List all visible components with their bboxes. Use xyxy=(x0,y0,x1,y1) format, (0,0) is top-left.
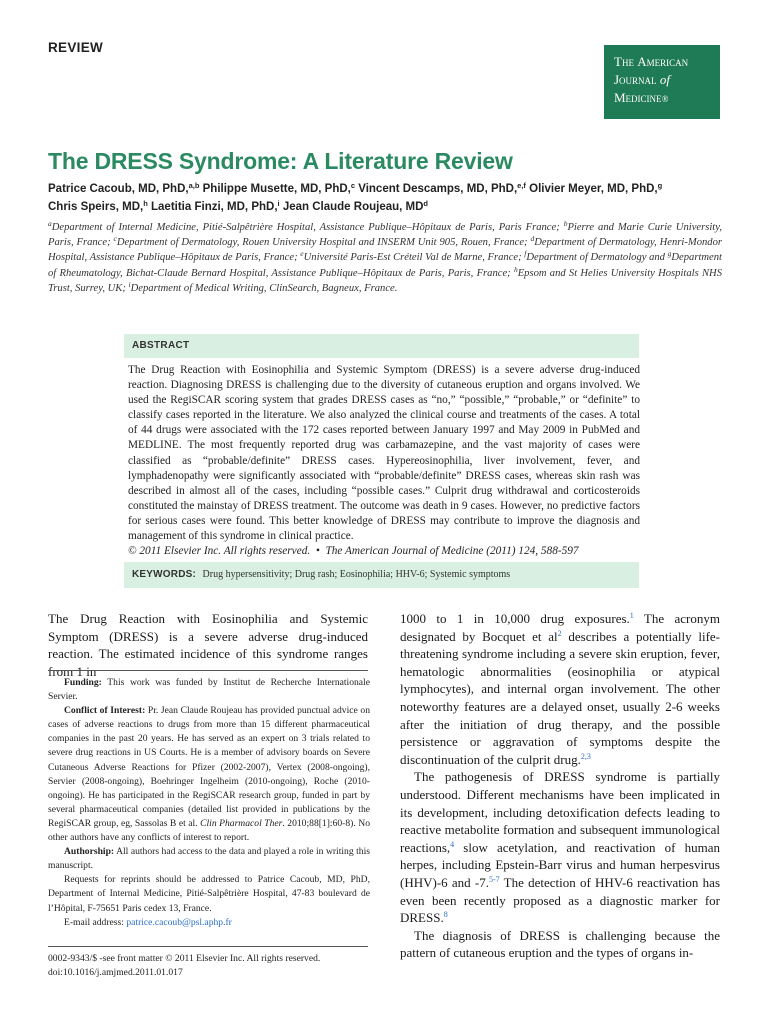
author-name: Chris Speirs, MD, xyxy=(48,200,144,213)
article-title: The DRESS Syndrome: A Literature Review xyxy=(48,148,513,174)
affil-text: Université Paris-Est Créteil Val de Marne, France; xyxy=(303,252,525,264)
footer-info xyxy=(48,952,320,980)
funding-note xyxy=(48,676,370,704)
author-name: Philippe Musette, MD, PhD, xyxy=(202,183,351,195)
doi-line: doi:10.1016/j.amjmed.2011.01.017 xyxy=(48,967,183,978)
email-note xyxy=(48,916,370,930)
abstract-heading: ABSTRACT xyxy=(124,334,639,358)
section-label: REVIEW xyxy=(48,40,104,55)
copyright-text: © 2011 Elsevier Inc. All rights reserved. xyxy=(128,545,311,558)
conflict-journal: Clin Pharmacol Ther xyxy=(200,817,283,829)
abstract-text: The Drug Reaction with Eosinophilia and Systemic Symptom (DRESS) is a severe adverse drug-induced reaction. Diagnosing DRESS is challenging due to the diversity of cutaneous eruption and organs involved. We used the RegiSCAR scoring system that grades DRESS cases as “no,” “possible,” “probable,” or “definite” to classify cases reported in the literature. We also analyzed the clinical course and treatments of the cases. A total of 44 drugs were associated with the 172 cases reported between January 1997 and May 2009 in PubMed and MEDLINE. The most frequently reported drug was carbamazepine, and the vast majority of cases were classified as “probable/definite” DRESS cases. Hypereosinophilia, liver involvement, fever, and lymphadenopathy were significantly associated with “probable/definite” DRESS cases, whereas skin rash was described in almost all of the cases, including “possible cases.” Culprit drug withdrawal and corticosteroids constituted the mainstay of DRESS treatment. The outcome was death in 9 cases. However, no predictive factors for serious cases were found. This better knowledge of DRESS may contribute to improve the diagnosis and management of this syndrome in clinical practice. xyxy=(128,364,640,543)
logo-line-3: Medicine® xyxy=(614,90,669,105)
footnotes xyxy=(48,676,370,930)
email-label: E-mail address: xyxy=(64,916,127,928)
right-column xyxy=(400,610,720,962)
affil-sup: a xyxy=(48,219,52,228)
authorship-label: Authorship: xyxy=(64,846,115,858)
authorship-note xyxy=(48,845,370,873)
affil-text: Department of Dermatology, Henri-Mondor Hospital, Assistance Publique–Hôpitaux de Paris, France; xyxy=(48,237,723,264)
affil-text: Department of Medical Writing, ClinSearch, Bagneux, France. xyxy=(130,282,398,294)
affil-sup: d xyxy=(530,234,535,244)
text-span: slow acetylation, and reactivation of human herpes, including Epstein-Barr virus and human herpesvirus (HHV)-6 and -7. xyxy=(400,839,720,890)
footnote-divider xyxy=(48,670,368,671)
author-name: Jean Claude Roujeau, MD xyxy=(282,200,424,213)
author-name: Vincent Descamps, MD, PhD, xyxy=(358,183,518,195)
citation-ref[interactable]: 2 xyxy=(557,628,562,638)
conflict-note xyxy=(48,704,370,845)
logo-line-2: Journal of xyxy=(614,72,670,87)
author-sup: i xyxy=(277,198,280,208)
citation-ref[interactable]: 2,3 xyxy=(580,751,591,761)
logo-line-1: The American xyxy=(614,54,689,69)
conflict-tail: . 2010;88[1]:60-8). No other authors have any conflicts of interest to report. xyxy=(48,817,370,844)
author-sup: a,b xyxy=(188,181,200,190)
affil-text: Pierre and Marie Curie University, Paris, France; xyxy=(48,222,722,249)
author-sup: e,f xyxy=(517,181,526,190)
affil-sup: h xyxy=(513,264,518,274)
author-sup: h xyxy=(143,198,148,208)
registered-mark: ® xyxy=(661,94,669,104)
author-list xyxy=(48,181,728,216)
keywords-text: Drug hypersensitivity; Drug rash; Eosinophilia; HHV-6; Systemic symptoms xyxy=(202,569,511,580)
keywords-bar xyxy=(124,562,639,588)
issn-line: 0002-9343/$ -see front matter © 2011 Elsevier Inc. All rights reserved. xyxy=(48,953,321,964)
authorship-text: All authors had access to the data and played a role in writing this manuscript. xyxy=(48,846,370,872)
affil-text: Department of Internal Medicine, Pitié-Salpêtrière Hospital, Assistance Publique–Hôpitaux de Paris, Paris France; xyxy=(51,222,564,233)
body-paragraph-3: The diagnosis of DRESS is challenging because the pattern of cutaneous eruption and the types of organs in- xyxy=(400,927,720,961)
keywords-label: KEYWORDS: xyxy=(132,569,197,580)
affil-text: Epsom and St Helies University Hospitals NHS Trust, Surrey, UK; xyxy=(48,267,722,294)
affil-sup: c xyxy=(113,234,117,244)
citation-ref[interactable]: 1 xyxy=(629,611,634,620)
conflict-text: Pr. Jean Claude Roujeau has provided punctual advice on cases of adverse reactions to drugs from more than 15 different pharmaceutical companies in the past 20 years. He has served as an expert on 3 trials related to severe drug reactions in US Courts. He is a member of advisory boards on Severe Cutaneous Adverse Reactions for Pfizer (2002-2007), Vertex (2008-ongoing), Servier (2008-ongoing), Boehringer Ingelheim (2010-ongoing), Roche (2010-ongoing). He has participated in the RegiSCAR research group, funded in part by several pharmaceutical companies (detailed list provided in publications by the RegiSCAR group, eg, Sassolas B et al. xyxy=(48,705,370,829)
text-span: The acronym designated by Bocquet et al xyxy=(400,611,720,644)
text-span: The detection of HHV-6 reactivation has even been recently proposed as a diagnostic marker for DRESS. xyxy=(400,874,720,926)
email-link[interactable]: patrice.cacoub@psl.aphp.fr xyxy=(126,916,232,928)
bullet: • xyxy=(315,545,320,558)
affil-sup: f xyxy=(524,249,527,259)
text-span: 1000 to 1 in 10,000 drug exposures. xyxy=(400,611,630,626)
author-sup: d xyxy=(423,198,429,208)
author-name: Laetitia Finzi, MD, PhD, xyxy=(151,200,278,213)
intro-paragraph: The Drug Reaction with Eosinophilia and Systemic Symptom (DRESS) is a severe adverse drug-induced reaction. The estimated incidence of this syndrome ranges from 1 in xyxy=(48,611,368,679)
affil-text: Department of Dermatology, Rouen University Hospital and INSERM Unit 905, Rouen, France; xyxy=(116,237,531,249)
author-name: Patrice Cacoub, MD, PhD, xyxy=(48,183,189,195)
affil-text: Department of Rheumatology, Bichat-Claude Bernard Hospital, Assistance Publique–Hôpitaux de Paris, Paris, France; xyxy=(48,252,722,279)
journal-logo xyxy=(604,45,720,119)
copyright-line xyxy=(128,545,579,557)
funding-label: Funding: xyxy=(64,677,102,688)
affil-sup: i xyxy=(128,279,131,289)
affil-sup: b xyxy=(563,219,568,228)
author-name: Olivier Meyer, MD, PhD, xyxy=(529,183,658,195)
reprints-note: Requests for reprints should be addressed to Patrice Cacoub, MD, PhD, Department of Internal Medicine, Pitié-Salpêtrière Hospital, 47-83 boulevard de l’Hôpital, F-75651 Paris cedex 13, France. xyxy=(48,874,370,914)
affil-text: Department of Dermatology and xyxy=(526,252,668,264)
funding-text: This work was funded by Institut de Recherche Internationale Servier. xyxy=(48,677,370,703)
journal-citation: The American Journal of Medicine (2011) 124, 588-597 xyxy=(325,545,579,558)
author-sup: c xyxy=(350,181,356,190)
citation-ref[interactable]: 4 xyxy=(450,839,455,849)
abstract-body xyxy=(128,363,640,559)
affil-sup: g xyxy=(667,249,672,259)
affil-sup: e xyxy=(300,249,304,259)
citation-ref[interactable]: 5-7 xyxy=(488,874,500,884)
citation-ref[interactable]: 8 xyxy=(443,910,448,920)
author-sup: g xyxy=(657,181,663,190)
footer-divider xyxy=(48,946,368,947)
text-span: The pathogenesis of DRESS syndrome is partially understood. Different mechanisms have been implicated in its development, including detoxification defects leading to reactive metabolite formation and subsequent immunological reactions, xyxy=(400,769,720,855)
body-paragraph-1 xyxy=(400,610,720,768)
text-span: describes a potentially life-threatening syndrome including a severe skin eruption, fever, hematologic abnormalities (eosinophilia or atypical lymphocytes), and internal organ involvement. The other noteworthy features are a delayed onset, usually 2-6 weeks after the initiation of drug therapy, and the possible persistence or aggravation of symptoms despite the discontinuation of the culprit drug. xyxy=(400,628,720,767)
conflict-label: Conflict of Interest: xyxy=(64,705,146,717)
affiliations xyxy=(48,220,722,296)
body-paragraph-2 xyxy=(400,768,720,926)
